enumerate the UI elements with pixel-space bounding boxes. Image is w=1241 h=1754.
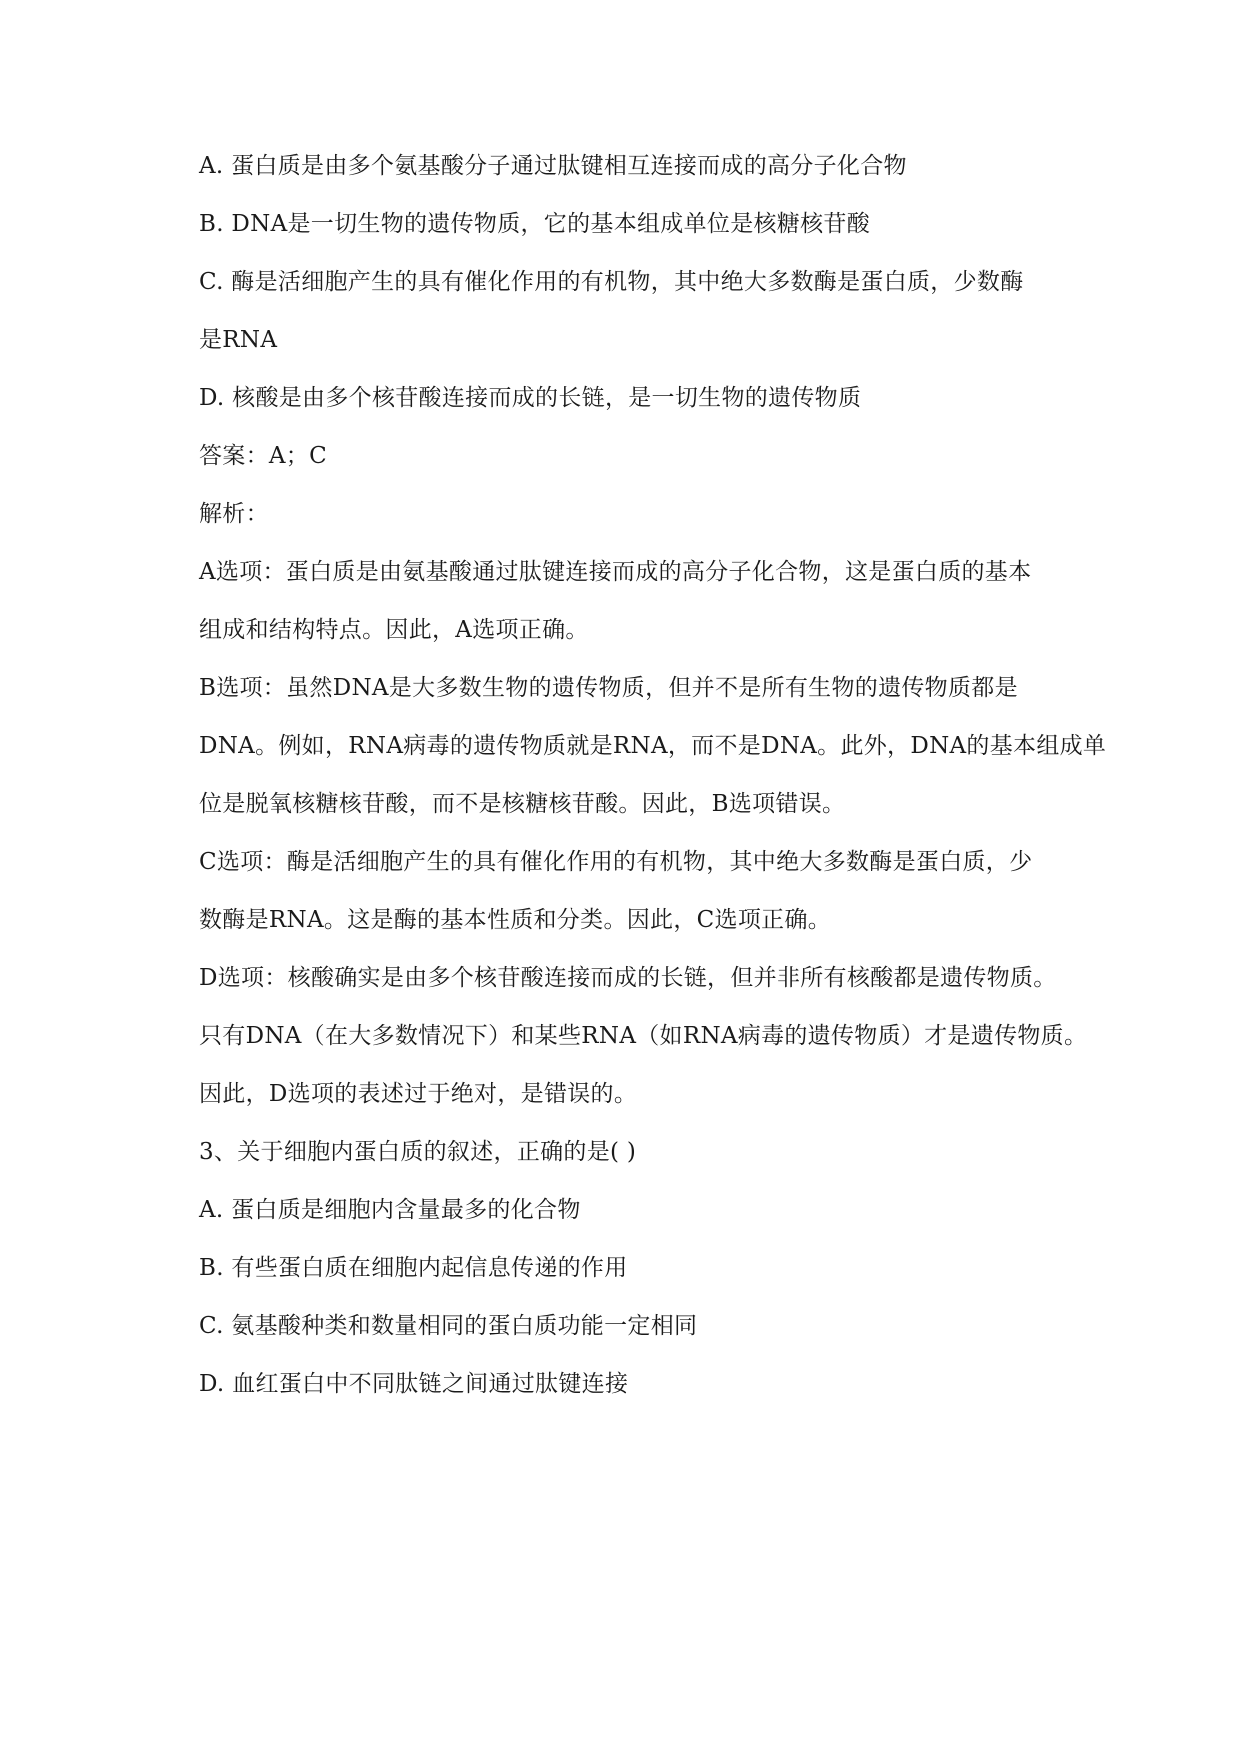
analysis-b-line-1: B选项：虽然DNA是大多数生物的遗传物质，但并不是所有生物的遗传物质都是 [199, 675, 1018, 701]
analysis-d-line-3: 因此，D选项的表述过于绝对，是错误的。 [199, 1081, 638, 1107]
analysis-b-line-3: 位是脱氧核糖核苷酸，而不是核糖核苷酸。因此，B选项错误。 [199, 791, 846, 817]
analysis-a-line-1: A选项：蛋白质是由氨基酸通过肽键连接而成的高分子化合物，这是蛋白质的基本 [199, 559, 1032, 585]
option-c-line-continued: 是RNA [199, 327, 278, 353]
analysis-c-line-1: C选项：酶是活细胞产生的具有催化作用的有机物，其中绝大多数酶是蛋白质，少 [199, 849, 1033, 875]
answer-line: 答案：A；C [199, 443, 328, 469]
option-d-line: D. 核酸是由多个核苷酸连接而成的长链，是一切生物的遗传物质 [199, 385, 862, 411]
option-b-line: B. DNA是一切生物的遗传物质，它的基本组成单位是核糖核苷酸 [199, 211, 870, 237]
analysis-heading: 解析： [199, 501, 269, 527]
analysis-d-line-2: 只有DNA（在大多数情况下）和某些RNA（如RNA病毒的遗传物质）才是遗传物质。 [199, 1023, 1088, 1049]
question-3-option-a: A. 蛋白质是细胞内含量最多的化合物 [199, 1197, 581, 1223]
analysis-b-line-2: DNA。例如，RNA病毒的遗传物质就是RNA，而不是DNA。此外，DNA的基本组成单 [199, 733, 1107, 759]
analysis-a-line-2: 组成和结构特点。因此，A选项正确。 [199, 617, 589, 643]
question-3-stem: 3、关于细胞内蛋白质的叙述，正确的是( ) [199, 1139, 637, 1165]
question-3-option-b: B. 有些蛋白质在细胞内起信息传递的作用 [199, 1255, 628, 1281]
analysis-d-line-1: D选项：核酸确实是由多个核苷酸连接而成的长链，但并非所有核酸都是遗传物质。 [199, 965, 1057, 991]
option-a-line: A. 蛋白质是由多个氨基酸分子通过肽键相互连接而成的高分子化合物 [199, 153, 907, 179]
option-c-line: C. 酶是活细胞产生的具有催化作用的有机物，其中绝大多数酶是蛋白质，少数酶 [199, 269, 1024, 295]
question-3-option-c: C. 氨基酸种类和数量相同的蛋白质功能一定相同 [199, 1313, 698, 1339]
question-3-option-d: D. 血红蛋白中不同肽链之间通过肽键连接 [199, 1371, 629, 1397]
analysis-c-line-2: 数酶是RNA。这是酶的基本性质和分类。因此，C选项正确。 [199, 907, 832, 933]
